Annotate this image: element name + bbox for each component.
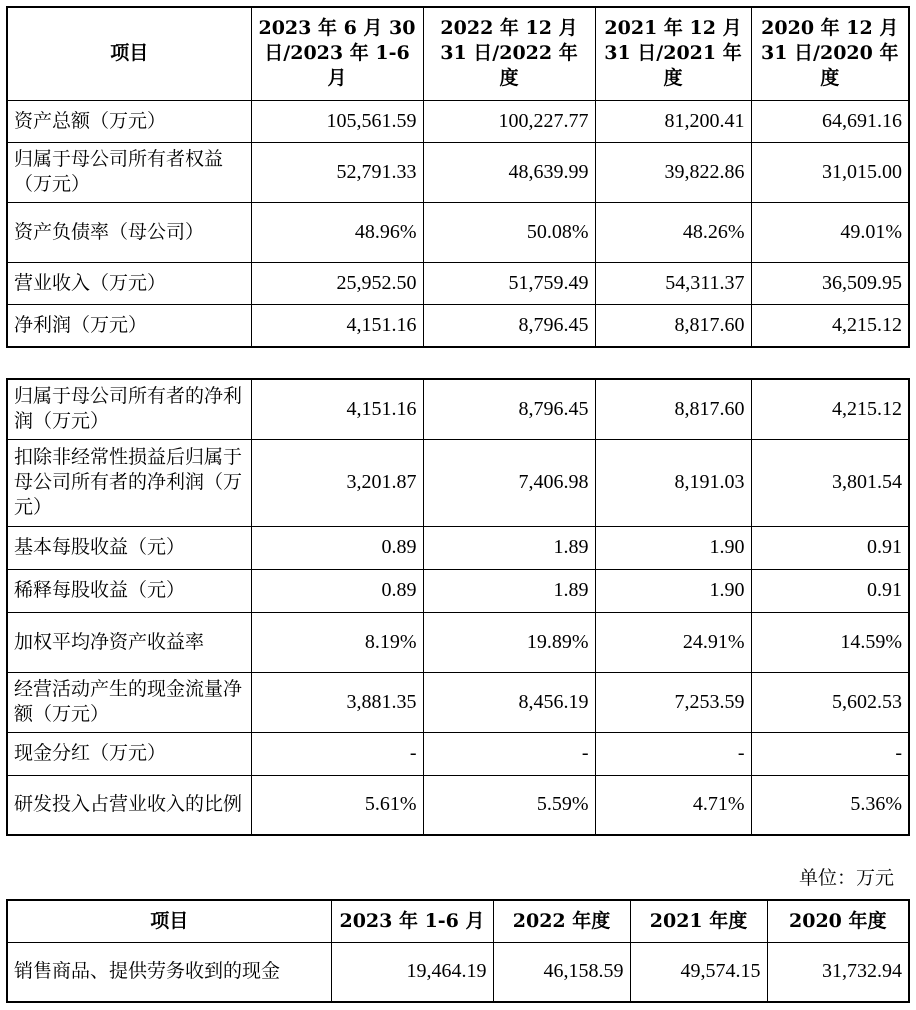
table-row	[7, 262, 909, 304]
row-label: 归属于母公司所有者的净利润（万元）	[7, 379, 251, 439]
cell-value: 31,015.00	[751, 142, 909, 202]
table-row	[7, 439, 909, 526]
table-row	[7, 732, 909, 775]
cell-value: 50.08%	[423, 202, 595, 262]
table-row	[7, 142, 909, 202]
cell-value: 1.89	[423, 526, 595, 569]
header-2021: 2021 年 12 月 31 日/2021 年 度	[595, 7, 751, 100]
cell-value: 19,464.19	[331, 942, 493, 1002]
table-row	[7, 612, 909, 672]
cell-value: 1.90	[595, 569, 751, 612]
table-header-row	[7, 7, 909, 100]
table-header-row	[7, 900, 909, 942]
cell-value: 7,253.59	[595, 672, 751, 732]
cell-value: 100,227.77	[423, 100, 595, 142]
cell-value: 24.91%	[595, 612, 751, 672]
cell-value: 4,215.12	[751, 304, 909, 347]
row-label: 资产总额（万元）	[7, 100, 251, 142]
cell-value: 49.01%	[751, 202, 909, 262]
cell-value: 25,952.50	[251, 262, 423, 304]
cell-value: 5.61%	[251, 775, 423, 835]
cell-value: -	[751, 732, 909, 775]
row-label: 基本每股收益（元）	[7, 526, 251, 569]
cell-value: 3,201.87	[251, 439, 423, 526]
table-row	[7, 775, 909, 835]
cell-value: 4,151.16	[251, 379, 423, 439]
row-label: 现金分红（万元）	[7, 732, 251, 775]
header-2022: 2022 年度	[493, 900, 630, 942]
table-row	[7, 100, 909, 142]
cell-value: 49,574.15	[630, 942, 767, 1002]
financial-indicators-table	[6, 378, 910, 836]
row-label: 资产负债率（母公司）	[7, 202, 251, 262]
header-2022: 2022 年 12 月 31 日/2022 年 度	[423, 7, 595, 100]
cell-value: 0.91	[751, 526, 909, 569]
cell-value: 36,509.95	[751, 262, 909, 304]
row-label: 营业收入（万元）	[7, 262, 251, 304]
unit-note: 单位：万元	[798, 867, 894, 889]
cell-value: 48.26%	[595, 202, 751, 262]
cell-value: 64,691.16	[751, 100, 909, 142]
cell-value: 0.89	[251, 569, 423, 612]
cell-value: 7,406.98	[423, 439, 595, 526]
cell-value: 105,561.59	[251, 100, 423, 142]
cell-value: 5,602.53	[751, 672, 909, 732]
row-label: 销售商品、提供劳务收到的现金	[7, 942, 331, 1002]
cell-value: 8,456.19	[423, 672, 595, 732]
table-row	[7, 202, 909, 262]
cash-flow-table	[6, 899, 910, 1003]
table-row	[7, 569, 909, 612]
cell-value: -	[595, 732, 751, 775]
table-row	[7, 379, 909, 439]
cell-value: -	[423, 732, 595, 775]
cell-value: -	[251, 732, 423, 775]
cell-value: 51,759.49	[423, 262, 595, 304]
cell-value: 4,215.12	[751, 379, 909, 439]
row-label: 扣除非经常性损益后归属于母公司所有者的净利润（万元）	[7, 439, 251, 526]
header-2023: 2023 年 6 月 30 日/2023 年 1-6 月	[251, 7, 423, 100]
cell-value: 48.96%	[251, 202, 423, 262]
cell-value: 0.91	[751, 569, 909, 612]
cell-value: 8.19%	[251, 612, 423, 672]
cell-value: 19.89%	[423, 612, 595, 672]
header-item: 项目	[7, 7, 251, 100]
table-row	[7, 526, 909, 569]
cell-value: 8,796.45	[423, 304, 595, 347]
cell-value: 4,151.16	[251, 304, 423, 347]
header-2023-h1: 2023 年 1-6 月	[331, 900, 493, 942]
row-label: 经营活动产生的现金流量净额（万元）	[7, 672, 251, 732]
cell-value: 48,639.99	[423, 142, 595, 202]
header-2020: 2020 年 12 月 31 日/2020 年 度	[751, 7, 909, 100]
row-label: 加权平均净资产收益率	[7, 612, 251, 672]
cell-value: 1.90	[595, 526, 751, 569]
row-label: 净利润（万元）	[7, 304, 251, 347]
cell-value: 8,817.60	[595, 379, 751, 439]
cell-value: 5.36%	[751, 775, 909, 835]
cell-value: 46,158.59	[493, 942, 630, 1002]
cell-value: 31,732.94	[767, 942, 909, 1002]
cell-value: 8,191.03	[595, 439, 751, 526]
cell-value: 3,801.54	[751, 439, 909, 526]
cell-value: 8,796.45	[423, 379, 595, 439]
cell-value: 8,817.60	[595, 304, 751, 347]
header-item: 项目	[7, 900, 331, 942]
row-label: 归属于母公司所有者权益（万元）	[7, 142, 251, 202]
cell-value: 1.89	[423, 569, 595, 612]
header-2020: 2020 年度	[767, 900, 909, 942]
cell-value: 4.71%	[595, 775, 751, 835]
cell-value: 14.59%	[751, 612, 909, 672]
cell-value: 3,881.35	[251, 672, 423, 732]
financial-summary-table	[6, 6, 910, 348]
row-label: 研发投入占营业收入的比例	[7, 775, 251, 835]
header-2021: 2021 年度	[630, 900, 767, 942]
cell-value: 81,200.41	[595, 100, 751, 142]
cell-value: 54,311.37	[595, 262, 751, 304]
cell-value: 52,791.33	[251, 142, 423, 202]
cell-value: 39,822.86	[595, 142, 751, 202]
cell-value: 5.59%	[423, 775, 595, 835]
row-label: 稀释每股收益（元）	[7, 569, 251, 612]
table-row	[7, 304, 909, 347]
table-row	[7, 672, 909, 732]
cell-value: 0.89	[251, 526, 423, 569]
table-row	[7, 942, 909, 1002]
